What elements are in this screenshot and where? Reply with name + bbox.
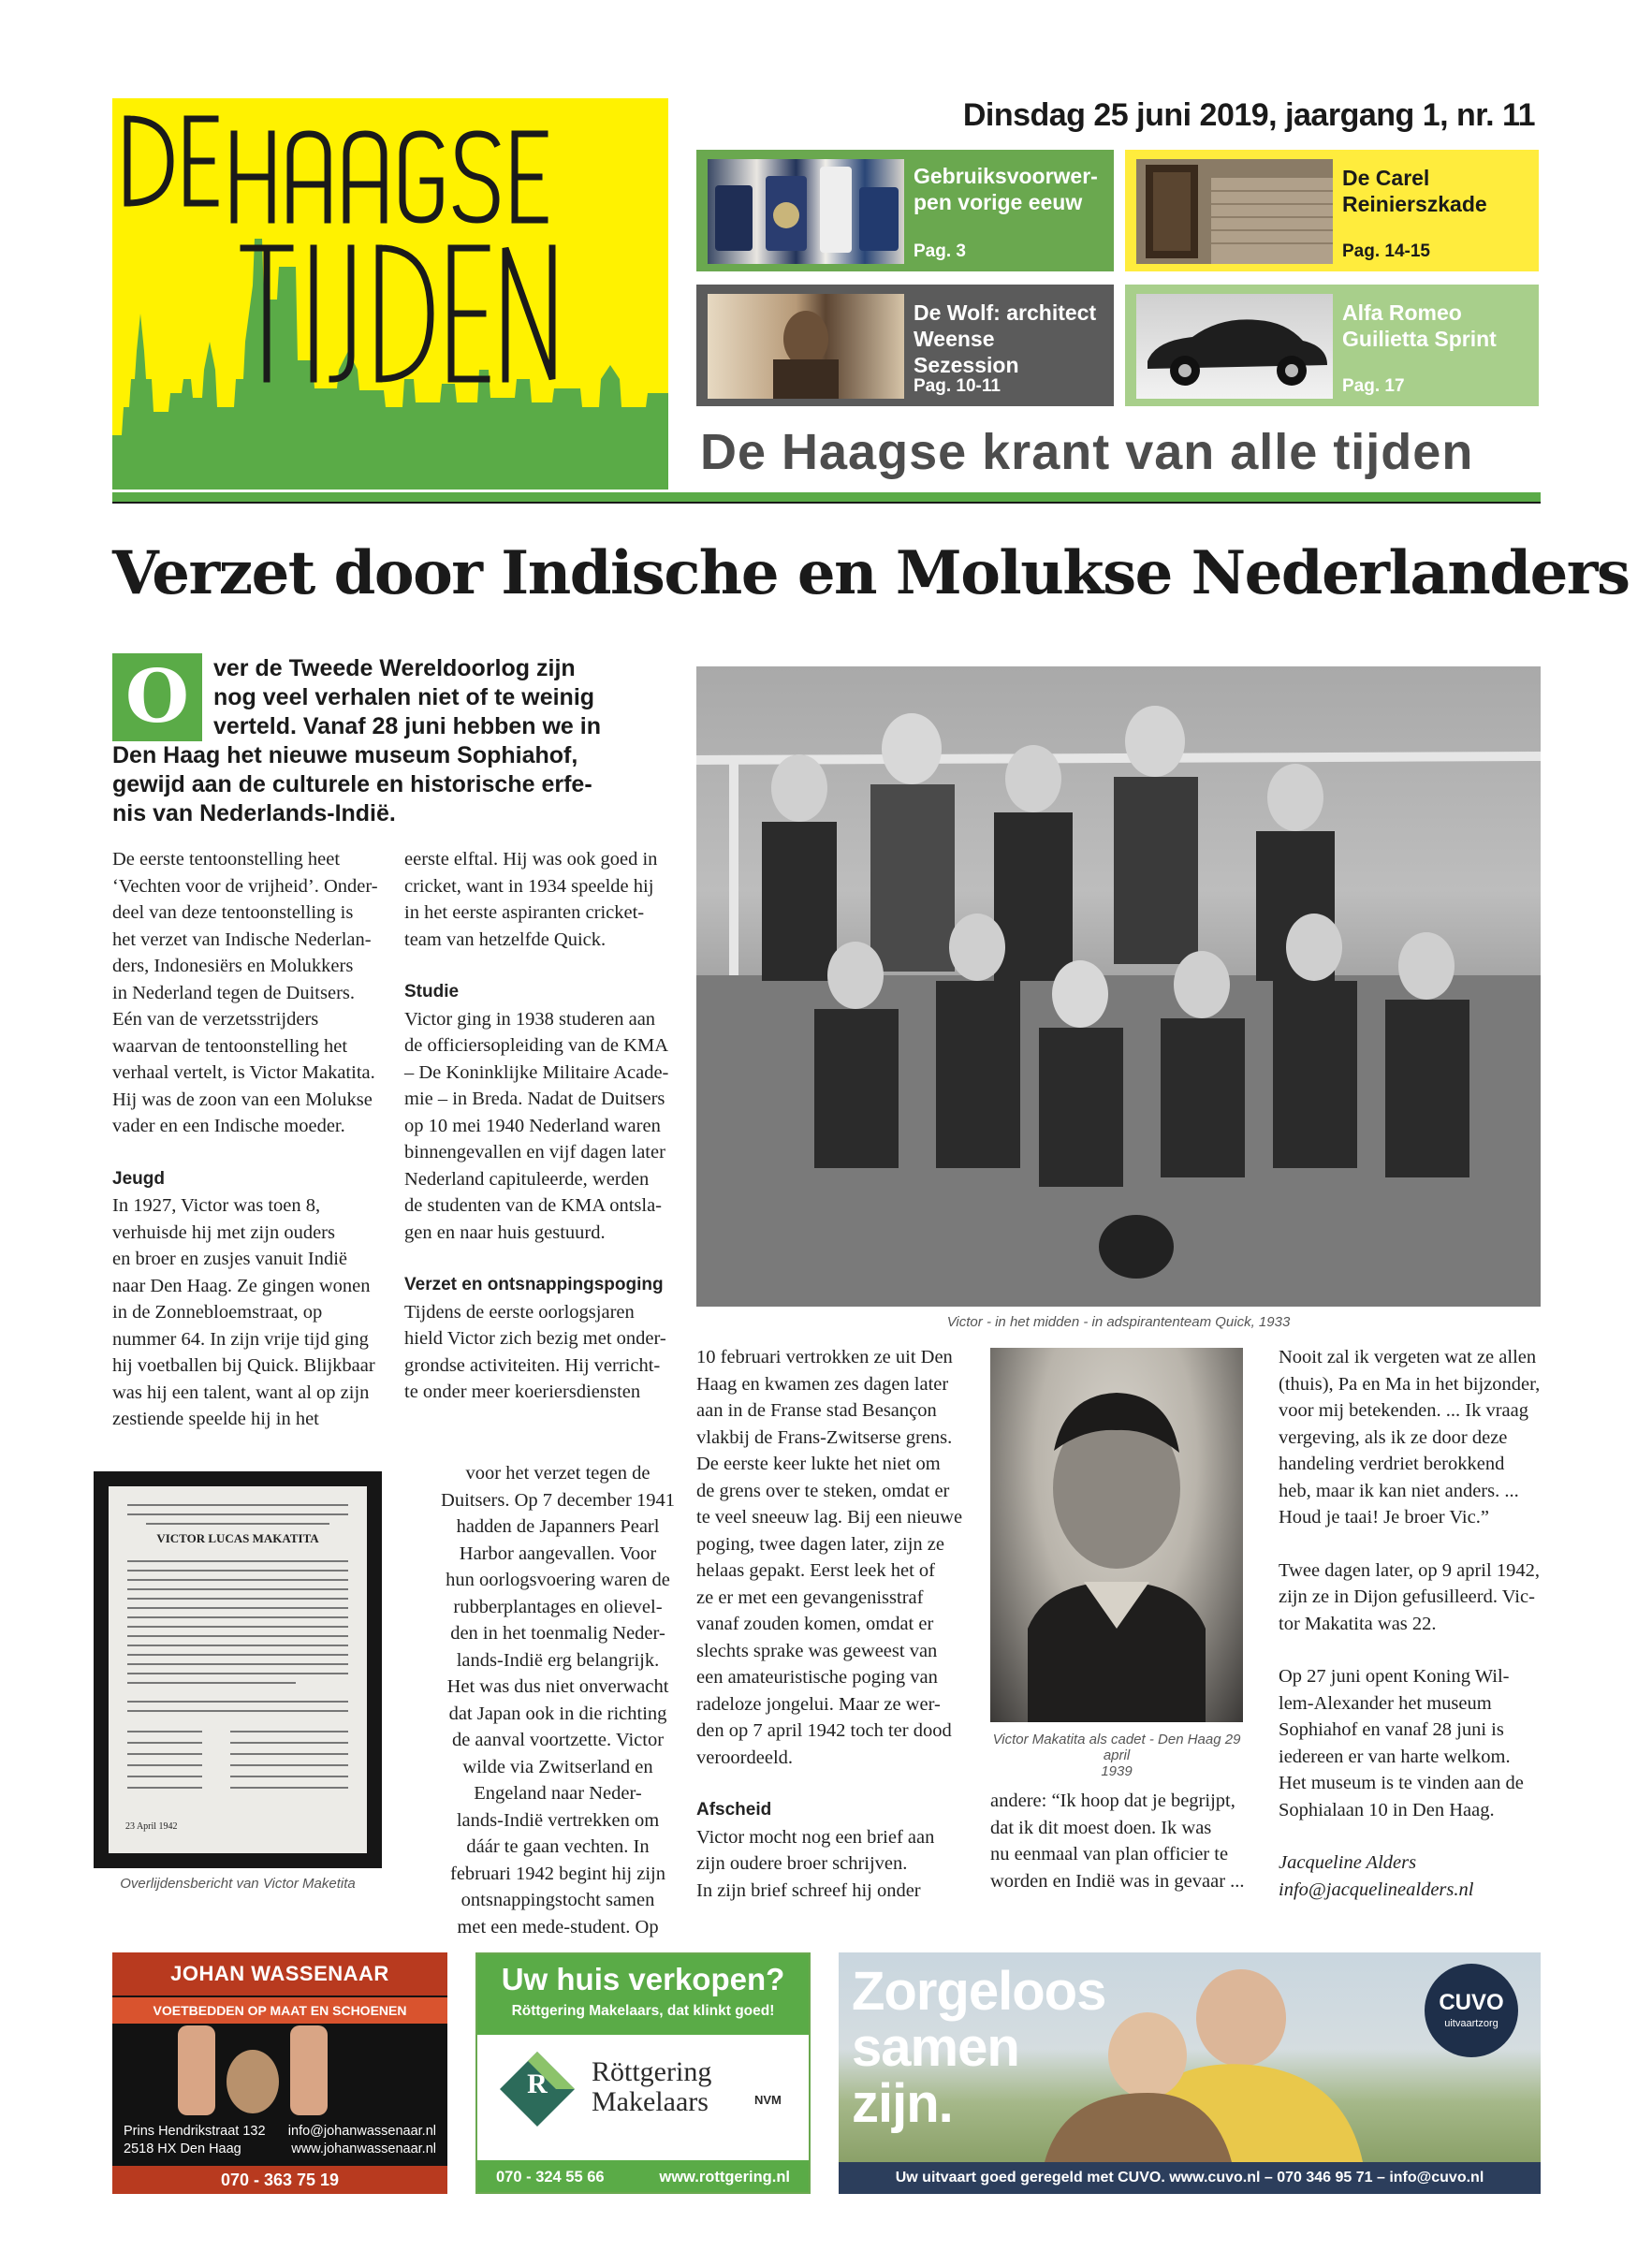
article-column-2	[404, 846, 685, 1406]
teaser-carel-reinierszkade[interactable]	[1125, 150, 1539, 271]
paragraph: 10 februari vertrokken ze uit Den Haag en kwamen zes dagen later aan in de Franse stad Besançon vlakbij de Frans-Zwitserse grens. De eerste keer lukte het niet om de grens over te steken, omdat er te veel sneeuw lag. Bij een nieuwe poging, twee dagen later, zijn ze helaas gepakt. Eerst leek het of ze er met een gevangenisstraf vanaf zouden komen, omdat er slechts sprake was geweest van een amateuristische poging van radeloze jongelui. Maar ze wer- den op 7 april 1942 toch ter dood veroordeeld.	[696, 1347, 963, 1768]
teaser-title: De Carel Reinierszkade	[1342, 166, 1487, 216]
article-column-5	[1279, 1344, 1550, 1903]
subheading-afscheid: Afscheid	[696, 1800, 772, 1820]
teaser-page: Pag. 10-11	[914, 376, 1001, 396]
cuvo-logo	[1425, 1964, 1518, 2057]
paragraph: andere: “Ik hoop dat je begrijpt, dat ik dit moest doen. Ik was nu eenmaal van plan officier te worden en Indië was in gevaar ...	[990, 1791, 1245, 1892]
lead-line: ver de Tweede Wereldoorlog zijn	[213, 655, 576, 681]
nvm-badge: NVM	[754, 2093, 782, 2107]
issue-date-line: Dinsdag 25 juni 2019, jaargang 1, nr. 11	[962, 97, 1535, 133]
cuvo-logo-text: CUVO	[1439, 1990, 1504, 2015]
cuvo-logo-sub: uitvaartzorg	[1444, 2018, 1498, 2029]
ad-wassenaar-contact: info@johanwassenaar.nl www.johanwassenaar.nl	[287, 2124, 436, 2156]
rottgering-logo-text: Röttgering Makelaars	[592, 2056, 712, 2117]
lead-line: Den Haag het nieuwe museum Sophiahof,	[112, 742, 578, 768]
article-column-3	[696, 1344, 968, 1904]
portrait-caption: Victor Makatita als cadet - Den Haag 29 april 1939	[992, 1732, 1241, 1779]
ad-wassenaar-address: Prins Hendrikstraat 132 2518 HX Den Haag	[124, 2124, 266, 2156]
teaser-page: Pag. 3	[914, 241, 966, 261]
lead-line: nog veel verhalen niet of te weinig	[213, 684, 595, 710]
paragraph: Victor ging in 1938 studeren aan de officiersopleiding van de KMA – De Koninklijke Militaire Acade- mie – in Breda. Nadat de Duitsers op 10 mei 1940 Nederland waren binnengevallen en vijf dagen later Nederland capituleerde, werden de studenten van de KMA ontsla- gen en naar huis gestuurd.	[404, 1008, 669, 1243]
death-notice-image	[94, 1471, 382, 1868]
portrait-illustration	[708, 294, 904, 399]
teaser-thumbnail	[708, 294, 904, 399]
paragraph: Tijdens de eerste oorlogsjaren hield Victor zich bezig met onder- grondse activiteiten. Hij verricht- te onder meer koeriersdiensten	[404, 1301, 666, 1402]
ad-wassenaar-name: JOHAN WASSENAAR	[112, 1952, 447, 1996]
team-photo-caption: Victor - in het midden - in adspirantenteam Quick, 1933	[946, 1314, 1291, 1330]
article-headline: Verzet door Indische en Molukse Nederlanders	[112, 538, 1630, 608]
teaser-thumbnail	[1136, 294, 1333, 399]
teaser-title: Gebruiksvoorwer- pen vorige eeuw	[914, 164, 1098, 214]
paragraph: In 1927, Victor was toen 8, verhuisde hij met zijn ouders en broer en zusjes vanuit Indië naar Den Haag. Ze gingen wonen in de Zonnebloemstraat, op nummer 64. In zijn vrije tijd ging hij voetballen bij Quick. Blijkbaar was hij een talent, want al op zijn zestiende speelde hij in het	[112, 1195, 375, 1429]
notice-name: VICTOR LUCAS MAKATITA	[156, 1531, 319, 1545]
death-notice-caption: Overlijdensbericht van Victor Maketita	[120, 1876, 356, 1892]
car-illustration	[1136, 294, 1333, 399]
author-name: Jacqueline Alders	[1279, 1852, 1417, 1873]
ad-cuvo-footer: Uw uitvaart goed geregeld met CUVO. www.cuvo.nl – 070 346 95 71 – info@cuvo.nl	[839, 2162, 1541, 2194]
teaser-gebruiksvoorwerpen[interactable]	[696, 150, 1114, 271]
ad-rottgering-headline: Uw huis verkopen?	[501, 1962, 785, 1996]
subheading-jeugd: Jeugd	[112, 1168, 165, 1189]
portrait-illustration	[990, 1348, 1243, 1722]
paragraph: Nooit zal ik vergeten wat ze allen (thuis), Pa en Ma in het bijzonder, voor mij betekenden. ... Ik vraag vergeving, als ik ze door deze handeling verdriet berokkend heb, maar ik kan niet anders. ... Houd je taai! Je broer Vic.”	[1279, 1347, 1541, 1528]
notice-date: 23 April 1942	[125, 1821, 178, 1832]
ad-rottgering-phone: 070 - 324 55 66	[496, 2169, 605, 2186]
death-notice-card	[109, 1486, 367, 1853]
building-illustration	[1136, 159, 1333, 264]
paragraph: Victor mocht nog een brief aan zijn oudere broer schrijven. In zijn brief schreef hij onder	[696, 1826, 935, 1901]
paragraph: eerste elftal. Hij was ook goed in cricket, want in 1934 speelde hij in het eerste aspiranten cricket- team van hetzelfde Quick.	[404, 849, 658, 950]
paragraph: Op 27 juni opent Koning Wil- lem-Alexander het museum Sophiahof en vanaf 28 juni is iedereen er van harte welkom. Het museum is te vinden aan de Sophialaan 10 in Den Haag.	[1279, 1666, 1524, 1820]
ad-wassenaar-tagline: VOETBEDDEN OP MAAT EN SCHOENEN	[112, 1997, 447, 2024]
teaser-alfa-romeo[interactable]	[1125, 285, 1539, 406]
teaser-title: Alfa Romeo Guilietta Sprint	[1342, 300, 1497, 351]
tagline: De Haagse krant van alle tijden	[700, 424, 1474, 480]
masthead-logo	[112, 98, 668, 490]
paragraph: Twee dagen later, op 9 april 1942, zijn ze in Dijon gefusilleerd. Vic- tor Makatita was 22.	[1279, 1559, 1540, 1634]
lead-line: verteld. Vanaf 28 juni hebben we in	[213, 713, 602, 739]
skyline-graphic	[112, 98, 668, 490]
tins-illustration	[708, 159, 904, 264]
author-email[interactable]: info@jacquelinealders.nl	[1279, 1879, 1474, 1900]
masthead-rule-thin	[112, 502, 1541, 504]
article-column-2-wrap	[429, 1460, 687, 1940]
lead-line: gewijd aan de culturele en historische erfe-	[112, 771, 592, 797]
paragraph: De eerste tentoonstelling heet ‘Vechten voor de vrijheid’. Onder- deel van deze tentoonstelling is het verzet van Indische Nederlan- ders, Indonesiërs en Molukkers in Nederland tegen de Duitsers. Eén van de verzetsstrijders waarvan de tentoonstelling het verhaal vertelt, is Victor Makatita. Hij was de zoon van een Molukse vader en een Indische moeder.	[112, 849, 378, 1136]
ad-wassenaar-phone: 070 - 363 75 19	[112, 2166, 447, 2194]
feet-illustration	[112, 2025, 447, 2119]
team-photo	[696, 666, 1541, 1307]
teaser-de-wolf[interactable]	[696, 285, 1114, 406]
teaser-thumbnail	[1136, 159, 1333, 264]
teaser-page: Pag. 17	[1342, 376, 1405, 396]
article-column-4	[990, 1788, 1262, 1894]
portrait-photo	[990, 1348, 1243, 1722]
ad-rottgering[interactable]	[475, 1952, 811, 2194]
ad-rottgering-sub: Röttgering Makelaars, dat klinkt goed!	[511, 2003, 775, 2019]
team-photo-illustration	[696, 666, 1541, 1307]
lead-line: nis van Nederlands-Indië.	[112, 800, 396, 826]
paragraph: voor het verzet tegen de Duitsers. Op 7 december 1941 hadden de Japanners Pearl Harbor aangevallen. Voor hun oorlogsvoering waren de rubberplantages en olievel- den in het toenmalig Neder- lands-Indië erg belangrijk. Het was dus niet onverwacht dat Japan ook in die richting de aanval voortzette. Victor wilde via Zwitserland en Engeland naar Neder- lands-Indië vertrekken om dáár te gaan vechten. In februari 1942 begint hij zijn ontsnappingstocht samen met een mede-student. Op	[441, 1463, 675, 1937]
article-column-1	[112, 846, 384, 1433]
teaser-page: Pag. 14-15	[1342, 241, 1430, 261]
subheading-studie: Studie	[404, 982, 460, 1001]
ad-rottgering-web[interactable]: www.rottgering.nl	[659, 2169, 790, 2186]
subheading-verzet: Verzet en ontsnappingspoging	[404, 1275, 664, 1294]
ad-johan-wassenaar[interactable]	[112, 1952, 447, 2194]
ad-cuvo[interactable]	[839, 1952, 1541, 2194]
masthead-rule	[112, 492, 1541, 502]
dropcap: O	[112, 653, 202, 741]
ad-cuvo-slogan: Zorgeloos samen zijn.	[852, 1961, 1106, 2134]
teaser-thumbnail	[708, 159, 904, 264]
rottgering-logo-letter: R	[527, 2069, 548, 2099]
teaser-title: De Wolf: architect Weense Sezession	[914, 300, 1097, 377]
